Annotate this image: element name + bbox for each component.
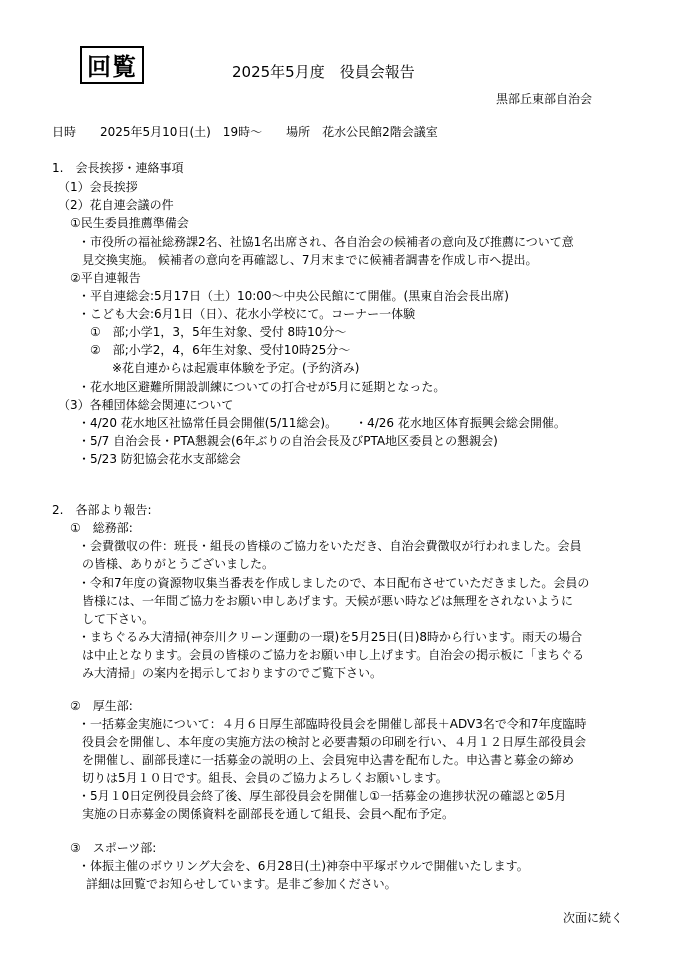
organization-name: 黒部丘東部自治会 [496, 92, 593, 106]
s1-line: （2）花自連会議の件 [58, 198, 174, 212]
s2-line: み大清掃」の案内を掲示しておりますのでご覧下さい。 [82, 666, 383, 680]
s2-subheading: ② 厚生部: [70, 699, 133, 713]
s1-line: ※花自連からは起震車体験を予定。(予約済み) [112, 361, 360, 375]
s2-line: ・体振主催のボウリング大会を、6月28日(土)神奈中平塚ボウルで開催いたします。 [78, 859, 529, 873]
s2-line: の皆様、ありがとうございました。 [82, 557, 275, 571]
s2-line: ・5月１0日定例役員会終了後、厚生部役員会を開催し①一括募金の進捗状況の確認と②5月 [78, 789, 567, 803]
s1-line: ・5/23 防犯協会花水支部総会 [78, 452, 241, 466]
s2-subheading: ① 総務部: [70, 521, 133, 535]
s2-line: ・令和7年度の資源物収集当番表を作成しましたので、本日配布させていただきました。会員の [78, 576, 590, 590]
section-2-heading: 2. 各部より報告: [52, 503, 152, 517]
s1-line: （3）各種団体総会関連について [58, 398, 234, 412]
s1-line: ①民生委員推薦準備会 [70, 216, 189, 230]
s1-line: ① 部;小学1，3，5年生対象、受付 8時10分～ [90, 325, 347, 339]
meeting-info: 日時 2025年5月10日(土) 19時～ 場所 花水公民館2階会議室 [52, 125, 438, 139]
document-title: 2025年5月度 役員会報告 [232, 63, 415, 81]
s1-line: ・花水地区避難所開設訓練についての打合せが5月に延期となった。 [78, 380, 446, 394]
s2-line: して下さい。 [82, 612, 155, 626]
continued-note: 次面に続く [563, 911, 624, 925]
s2-line: ・一括募金実施について：４月６日厚生部臨時役員会を開催し部長＋ADV3名で令和7年度臨時 [78, 717, 587, 731]
s2-line: 詳細は回覧でお知らせしています。是非ご参加ください。 [86, 877, 397, 891]
s1-line: ・5/7 自治会長・PTA懇親会(6年ぶりの自治会長及びPTA地区委員との懇親会) [78, 434, 498, 448]
s2-line: 切りは5月１０日です。組長、会員のご協力よろしくお願いします。 [82, 771, 448, 785]
s1-line: ②平自連報告 [70, 271, 141, 285]
s2-line: ・まちぐるみ大清掃(神奈川クリーン運動の一環)を5月25日(日)8時から行います。雨天の場合 [78, 630, 583, 644]
s1-line: （1）会長挨拶 [58, 180, 138, 194]
s2-line: 役員会を開催し、本年度の実施方法の検討と必要書類の印刷を行い、４月１２日厚生部役員会 [82, 735, 587, 749]
s1-line: ・4/20 花水地区社協常任員会開催(5/11総会)。 ・4/26 花水地区体育振興会総会開催。 [78, 416, 566, 430]
circulation-stamp: 回覧 [80, 46, 144, 84]
s2-line: 皆様には、一年間ご協力をお願い申しあげます。天候が悪い時などは無理をされないように [82, 594, 574, 608]
s2-line: ・会費徴収の件：班長・組長の皆様のご協力をいただき、自治会費徴収が行われました。会員 [78, 539, 582, 553]
section-1-heading: 1. 会長挨拶・連絡事項 [52, 161, 184, 175]
s2-line: は中止となります。会員の皆様のご協力をお願い申し上げます。自治会の掲示板に「まちぐる [82, 648, 585, 662]
s1-line: ② 部;小学2，4，6年生対象、受付10時25分～ [90, 343, 351, 357]
s2-line: 実施の日赤募金の関係資料を副部長を通して組長、会員へ配布予定。 [82, 807, 455, 821]
s1-line: ・市役所の福祉総務課2名、社協1名出席され、各自治会の候補者の意向及び推薦について意 [78, 235, 574, 249]
s2-subheading: ③ スポーツ部: [70, 841, 157, 855]
s1-line: 見交換実施。 候補者の意向を再確認し、7月末までに候補者調書を作成し市へ提出。 [82, 253, 538, 267]
s2-line: を開催し、副部長達に一括募金の説明の上、会員宛申込書を配布した。申込書と募金の締め [82, 753, 575, 767]
s1-line: ・こども大会:6月1日（日）、花水小学校にて。コーナー一体験 [78, 307, 416, 321]
s1-line: ・平自連総会:5月17日（土）10:00～中央公民館にて開催。(黒東自治会長出席) [78, 289, 509, 303]
